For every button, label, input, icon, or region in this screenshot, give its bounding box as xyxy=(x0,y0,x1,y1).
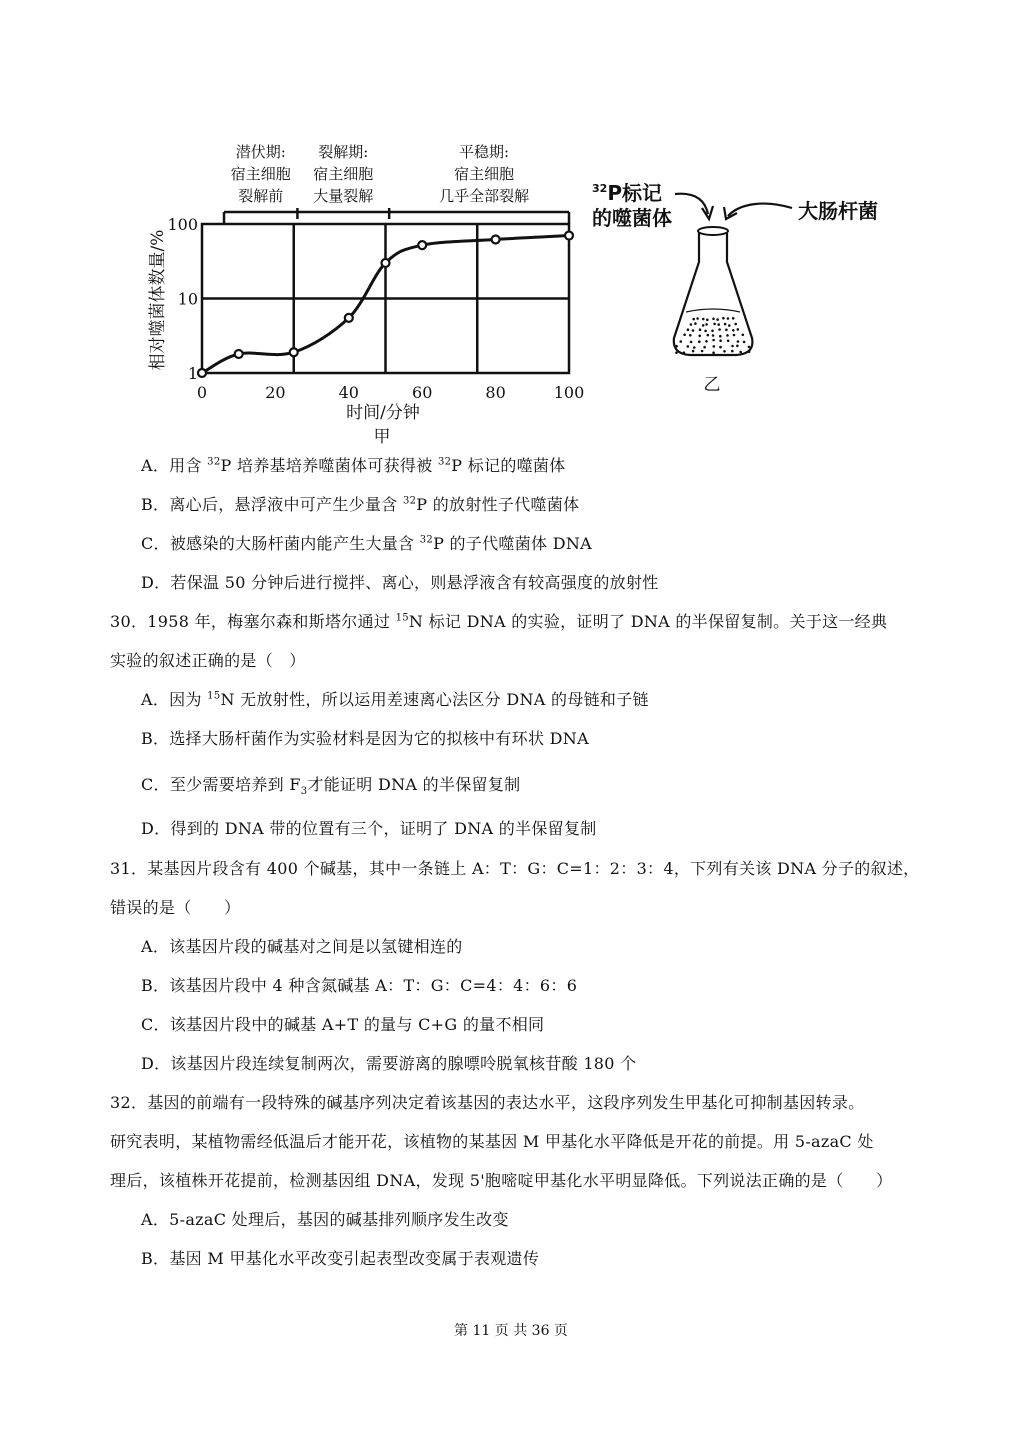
bacteria-dot-23 xyxy=(718,328,721,331)
bacteria-dot-41 xyxy=(719,339,722,342)
bacteria-dot-34 xyxy=(733,334,736,337)
bacteria-dot-62 xyxy=(748,350,751,353)
bacteria-dot-44 xyxy=(743,341,746,344)
bacteria-dot-32 xyxy=(719,335,722,338)
chart-caption: 甲 xyxy=(373,427,391,447)
bacteria-dot-47 xyxy=(693,346,696,349)
phase-2-line-3: 大量裂解 xyxy=(313,187,374,205)
bacteria-dot-46 xyxy=(687,345,690,348)
bacteria-dot-25 xyxy=(732,329,735,332)
bacteria-dot-27 xyxy=(683,333,686,336)
x-tick-label-100: 100 xyxy=(553,383,585,402)
q32-option-a: A．5-azaC 处理后，基因的碱基排列顺序发生改变 xyxy=(141,1210,509,1229)
bacteria-dot-51 xyxy=(731,345,734,348)
bacteria-dot-40 xyxy=(712,339,715,342)
bacteria-dot-58 xyxy=(712,351,715,354)
y-tick-label-10: 10 xyxy=(177,289,198,309)
bacteria-dot-42 xyxy=(727,340,730,343)
bacteria-dot-60 xyxy=(731,350,734,353)
bacteria-dot-49 xyxy=(713,345,716,348)
bacteria-arrow xyxy=(728,204,792,216)
bacteria-dot-28 xyxy=(689,334,692,337)
q31-option-a: A．该基因片段的碱基对之间是以氢键相连的 xyxy=(141,937,463,956)
x-tick-label-80: 80 xyxy=(485,383,506,402)
bacteria-dot-31 xyxy=(712,334,715,337)
bacteria-dot-39 xyxy=(705,340,708,343)
x-axis-title: 时间/分钟 xyxy=(346,403,420,423)
phase-2-line-2: 宿主细胞 xyxy=(313,165,374,183)
phage-label-line2: 的噬菌体 xyxy=(592,206,672,230)
phase-1-line-1: 潜伏期: xyxy=(235,143,286,161)
figure-area xyxy=(0,0,1022,455)
bacteria-dot-0 xyxy=(692,318,695,321)
bacteria-dot-55 xyxy=(683,351,686,354)
bacteria-dot-11 xyxy=(702,324,705,327)
phase-1-line-2: 宿主细胞 xyxy=(230,165,291,183)
phage-label-sup: 32 xyxy=(592,182,608,195)
phase-3-line-3: 几乎全部裂解 xyxy=(439,187,530,205)
bacteria-dot-18 xyxy=(687,328,690,331)
bacteria-dot-30 xyxy=(707,334,710,337)
q29-option-a: A．用含 $^{32}$P 培养基培养噬菌体可获得被 $^{32}$P 标记的噬菌体 xyxy=(141,456,566,475)
bacteria-dot-12 xyxy=(705,323,708,326)
bacteria-dot-20 xyxy=(699,328,702,331)
bacteria-dot-16 xyxy=(728,324,731,327)
bacteria-dot-57 xyxy=(701,350,704,353)
bacteria-dot-35 xyxy=(742,334,745,337)
bacteria-dot-17 xyxy=(734,323,737,326)
bacteria-dot-22 xyxy=(711,330,714,333)
flask-diagram xyxy=(0,0,1022,455)
q31-stem-line2: 错误的是（ ） xyxy=(110,898,241,917)
bacteria-dot-50 xyxy=(719,346,722,349)
page-footer: 第 11 页 共 36 页 xyxy=(454,1323,568,1339)
phase-2-line-1: 裂解期: xyxy=(318,143,369,161)
q29-option-b: B．离心后，悬浮液中可产生少量含 $^{32}$P 的放射性子代噬菌体 xyxy=(141,495,580,514)
bacteria-dot-19 xyxy=(692,329,695,332)
bacteria-dot-9 xyxy=(690,323,693,326)
bacteria-dot-1 xyxy=(696,317,699,320)
bacteria-dot-29 xyxy=(698,335,701,338)
bacteria-dot-10 xyxy=(694,322,697,325)
phage-label-text: P标记 xyxy=(607,181,662,205)
y-tick-label-1: 1 xyxy=(187,364,198,383)
bacteria-dot-15 xyxy=(724,323,727,326)
bacteria-dot-53 xyxy=(748,346,751,349)
bacteria-dot-52 xyxy=(736,345,739,348)
q30-option-d: D．得到的 DNA 带的位置有三个，证明了 DNA 的半保留复制 xyxy=(141,819,597,838)
x-tick-label-20: 20 xyxy=(265,383,286,402)
bacteria-dot-48 xyxy=(703,346,706,349)
bacteria-dot-38 xyxy=(698,340,701,343)
q30-option-a: A．因为 $^{15}$N 无放射性，所以运用差速离心法区分 DNA 的母链和子链 xyxy=(141,690,649,709)
bacteria-dot-5 xyxy=(716,318,719,321)
q30-option-c: C．至少需要培养到 $F_3$才能证明 DNA 的半保留复制 xyxy=(141,775,521,798)
bacteria-dot-43 xyxy=(737,340,740,343)
bacteria-dot-61 xyxy=(739,351,742,354)
phase-1-line-3: 裂解前 xyxy=(238,187,284,205)
bacteria-dot-59 xyxy=(723,350,726,353)
bacteria-dot-8 xyxy=(732,317,735,320)
y-axis-title: 相对噬菌体数量/% xyxy=(148,229,168,371)
bacteria-dot-3 xyxy=(706,319,709,322)
x-tick-label-0: 0 xyxy=(196,383,208,402)
bacteria-dot-13 xyxy=(713,323,716,326)
bacteria-dot-54 xyxy=(675,351,678,354)
bacteria-dots xyxy=(675,317,750,354)
bacteria-dot-4 xyxy=(712,318,715,321)
q29-option-c: C．被感染的大肠杆菌内能产生大量含 $^{32}$P 的子代噬菌体 DNA xyxy=(141,534,592,553)
q31-stem-line1: 31．某基因片段含有 400 个碱基，其中一条链上 A：T：G：C=1：2：3：4，下列有关该 DNA 分子的叙述， xyxy=(110,859,920,878)
bacteria-dot-33 xyxy=(726,334,729,337)
q31-option-d: D．该基因片段连续复制两次，需要游离的腺嘌呤脱氧核苷酸 180 个 xyxy=(141,1054,637,1073)
flask-caption: 乙 xyxy=(703,375,721,395)
bacteria-dot-56 xyxy=(692,350,695,353)
bacteria-dot-37 xyxy=(690,341,693,344)
q31-option-b: B．该基因片段中 4 种含氮碱基 A：T：G：C=4：4：6：6 xyxy=(141,976,578,995)
q32-option-b: B．基因 M 甲基化水平改变引起表型改变属于表观遗传 xyxy=(141,1249,540,1268)
phage-label-line1 xyxy=(592,181,662,205)
bacteria-label: 大肠杆菌 xyxy=(798,199,878,223)
x-tick-label-60: 60 xyxy=(412,383,433,402)
bacteria-dot-36 xyxy=(680,340,683,343)
x-tick-label-40: 40 xyxy=(338,383,359,402)
q30-stem-line1: 30．1958 年，梅塞尔森和斯塔尔通过 $^{15}$N 标记 DNA 的实验，证明了 DNA 的半保留复制。关于这一经典 xyxy=(110,612,888,631)
bacteria-dot-6 xyxy=(722,317,725,320)
q32-stem-line2: 研究表明，某植物需经低温后才能开花，该植物的某基因 M 甲基化水平降低是开花的前提。用 5-azaC 处 xyxy=(110,1132,874,1151)
bacteria-dot-7 xyxy=(727,317,730,320)
bacteria-dot-26 xyxy=(737,328,740,331)
y-tick-label-100: 100 xyxy=(167,215,198,234)
bacteria-dot-24 xyxy=(725,329,728,332)
phase-3-line-2: 宿主细胞 xyxy=(454,165,515,183)
bacteria-dot-2 xyxy=(702,318,705,321)
q29-option-d: D．若保温 50 分钟后进行搅拌、离心，则悬浮液含有较高强度的放射性 xyxy=(141,573,659,592)
q32-stem-line1: 32．基因的前端有一段特殊的碱基序列决定着该基因的表达水平，这段序列发生甲基化可抑制基因转录。 xyxy=(110,1093,865,1112)
bacteria-dot-45 xyxy=(675,345,678,348)
phase-3-line-1: 平稳期: xyxy=(459,143,510,161)
bacteria-dot-21 xyxy=(704,330,707,333)
q30-stem-line2: 实验的叙述正确的是（ ） xyxy=(110,651,306,670)
q32-stem-line3: 理后，该植株开花提前，检测基因组 DNA，发现 5'胞嘧啶甲基化水平明显降低。下列说法正确的是（ ） xyxy=(110,1171,893,1190)
bacteria-dot-14 xyxy=(717,323,720,326)
q30-option-b: B．选择大肠杆菌作为实验材料是因为它的拟核中有环状 DNA xyxy=(141,729,589,748)
q31-option-c: C．该基因片段中的碱基 A+T 的量与 C+G 的量不相同 xyxy=(141,1015,545,1034)
